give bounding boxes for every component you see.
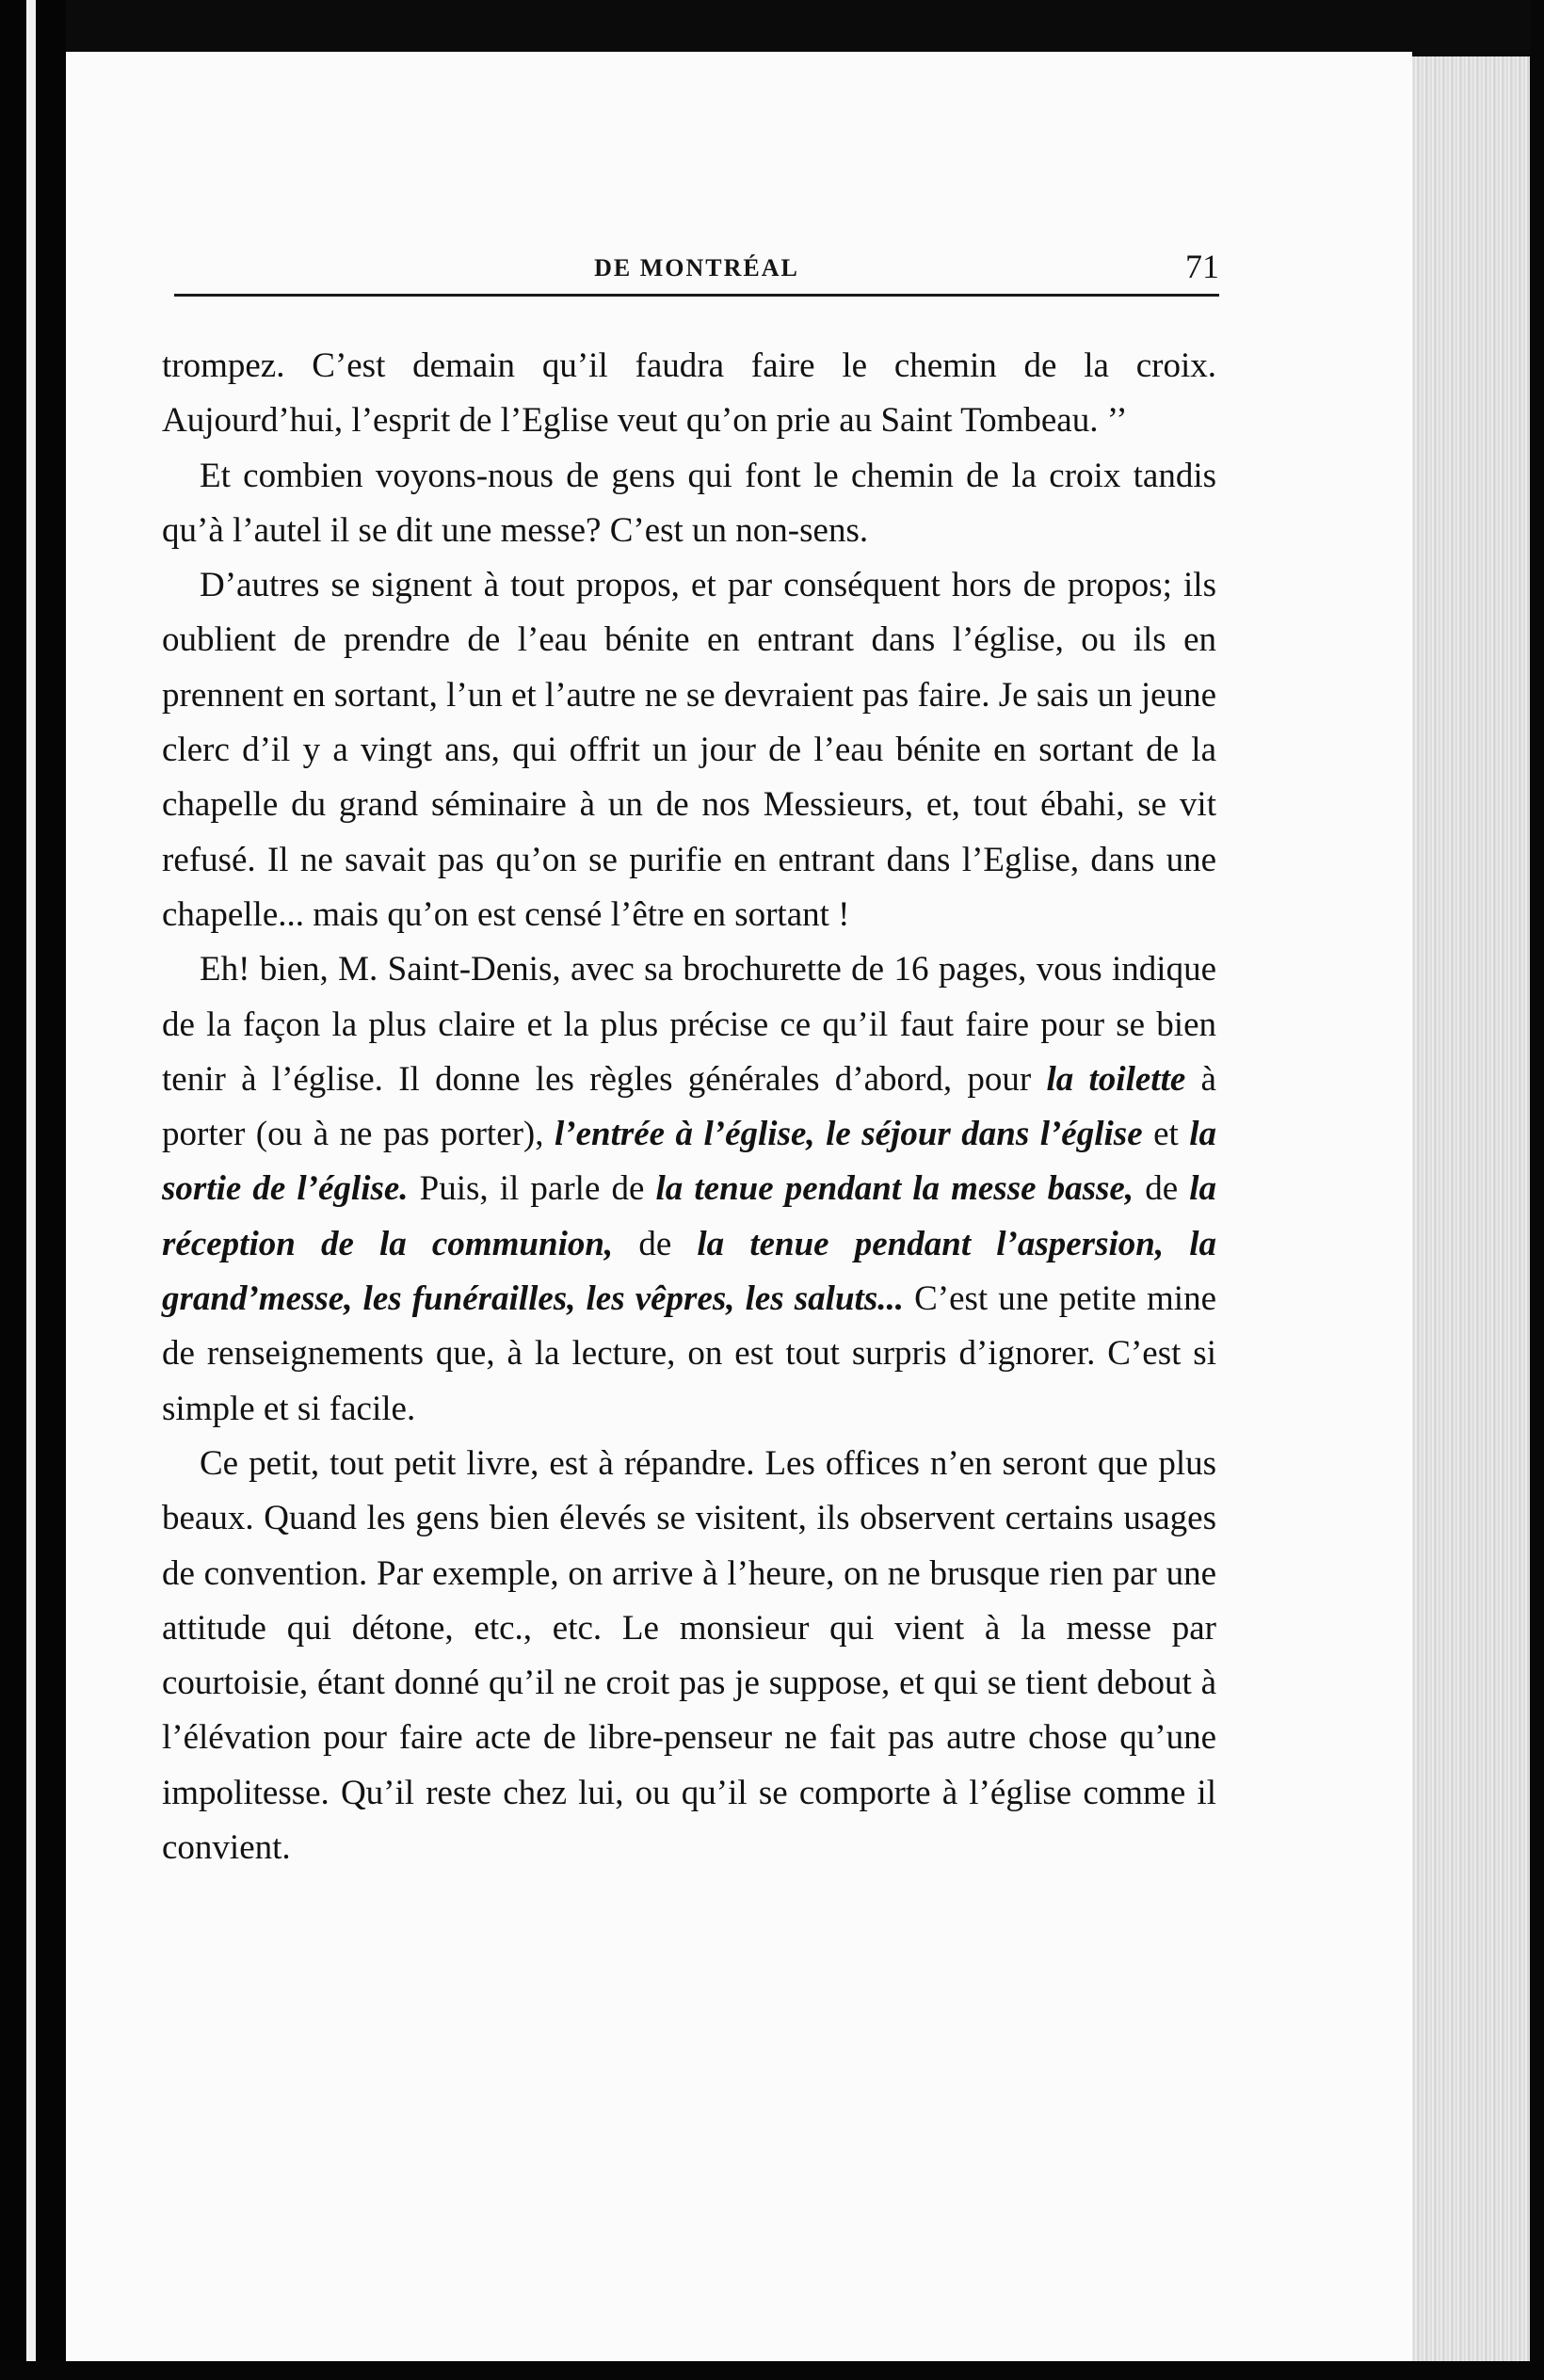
- italic-phrase: la tenue pendant l’aspersion, la grand’messe, les funérailles, les vêpres, les saluts...: [162, 1224, 1217, 1319]
- paragraph-4-text: et: [1142, 1115, 1190, 1154]
- facing-page-edge: [26, 0, 36, 2380]
- header-rule: [174, 294, 1219, 297]
- page-number: 71: [1185, 248, 1219, 285]
- paragraph-5: Ce petit, tout petit livre, est à répandre. Les offices n’en seront que plus beaux. Quand les gens bien élevés se visitent, ils observent certains usages de convention. Par exemple, on arrive à l’heure, on ne brusque rien par une attitude qui détone, etc., etc. Le monsieur qui vient à la messe par courtoisie, étant donné qu’il ne croit pas je suppose, et qui se tient debout à l’élévation pour faire acte de libre-penseur ne fait pas autre chose qu’une impolitesse. Qu’il reste chez lui, ou qu’il se comporte à l’église comme il convient.: [162, 1443, 1216, 1868]
- italic-phrase: la toilette: [1046, 1059, 1186, 1099]
- paragraph-4-text: Puis, il parle de: [408, 1169, 656, 1209]
- paragraph-4-text: C’est une petite mine de renseignements que, à la lecture, on est tout surpris d’ignorer. C’est si simple et si facile.: [162, 1279, 1216, 1428]
- scan-border-bottom: [0, 2361, 1544, 2380]
- paragraph-3: D’autres se signent à tout propos, et par conséquent hors de propos; ils oublient de prendre de l’eau bénite en entrant dans l’église, ou ils en prennent en sortant, l’un et l’autre ne se devraient pas faire. Je sais un jeune clerc d’il y a vingt ans, qui offrit un jour de l’eau bénite en sortant de la chapelle du grand séminaire à un de nos Messieurs, et, tout ébahi, se vit refusé. Il ne savait pas qu’on se purifie en entrant dans l’Eglise, dans une chapelle... mais qu’on est censé l’être en sortant !: [162, 566, 1216, 934]
- paragraph-4-text: Eh! bien, M. Saint-Denis, avec sa brochurette de 16 pages, vous indique de la façon la plus claire et la plus précise ce qu’il faut faire pour se bien tenir à l’église. Il donne les règles générales d’abord, pour: [162, 950, 1216, 1099]
- italic-phrase: la réception de la communion,: [162, 1169, 1216, 1263]
- paragraph-4-text: de: [613, 1224, 698, 1263]
- italic-phrase: la tenue pendant la messe basse,: [655, 1169, 1134, 1209]
- running-title: DE MONTRÉAL: [594, 254, 799, 281]
- paragraph-4-text: à porter (ou à ne pas porter),: [162, 1059, 1216, 1154]
- paragraph-4-text: de: [1134, 1169, 1190, 1209]
- page-stack-edges: [1412, 56, 1530, 2363]
- paragraph-4: [162, 942, 1216, 1437]
- italic-phrase: la sortie de l’église.: [162, 1115, 1217, 1209]
- italic-phrase: l’entrée à l’église, le séjour dans l’église: [554, 1115, 1143, 1154]
- paragraph-2: Et combien voyons-nous de gens qui font le chemin de la croix tandis qu’à l’autel il se dit une messe? C’est un non-sens.: [162, 456, 1216, 550]
- scan-border-right: [1530, 0, 1544, 2380]
- paragraph-1: trompez. C’est demain qu’il faudra faire le chemin de la croix. Aujourd’hui, l’esprit de l’Eglise veut qu’on prie au Saint Tombeau. ’’: [162, 346, 1216, 441]
- body-text: [162, 339, 1216, 1875]
